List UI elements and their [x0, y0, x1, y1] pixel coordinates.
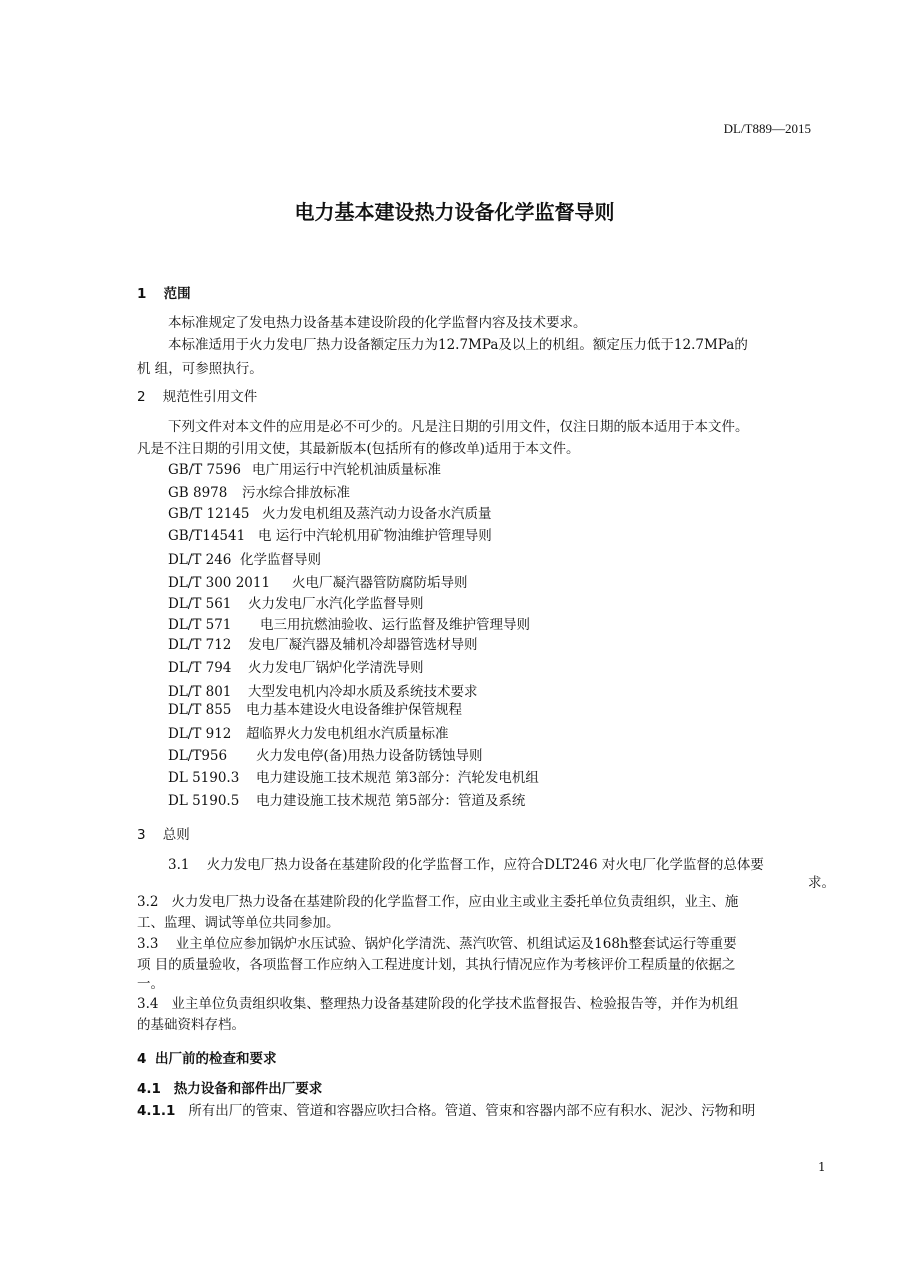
reference-code: GB 8978	[168, 485, 228, 501]
reference-code: DL/T956	[168, 748, 228, 764]
paragraph: 项 目的质量验收，各项监督工作应纳入工程进度计划，其执行情况应作为考核评价工程质量的依据之	[137, 957, 736, 973]
paragraph: 本标准适用于火力发电厂热力设备额定压力为12.7MPa及以上的机组。额定压力低于12.7MPa的	[168, 337, 748, 353]
clause-text-tail: 求。	[808, 875, 835, 891]
clause-text: 火力发电厂热力设备在基建阶段的化学监督工作，应符合DLT246 对火电厂化学监督的总体要	[206, 857, 764, 873]
document-title: 电力基本建设热力设备化学监督导则	[294, 200, 615, 224]
clause-4-1-1	[137, 1099, 755, 1119]
reference-item	[168, 633, 478, 653]
reference-item	[168, 481, 350, 501]
clause-3-2	[137, 890, 738, 910]
reference-item	[168, 744, 483, 764]
reference-title: 化学监督导则	[240, 552, 321, 568]
reference-code: DL/T 300 2011	[168, 575, 271, 591]
paragraph: 凡是不注日期的引用文使，其最新版本(包括所有的修改单)适用于本文件。	[137, 441, 580, 457]
section-number: 4	[137, 1051, 147, 1067]
reference-code: DL/T 912	[168, 726, 232, 742]
clause-number: 3.1	[168, 857, 190, 873]
reference-item	[168, 680, 478, 700]
section-2-heading	[137, 385, 257, 405]
reference-code: GB/T 7596	[168, 462, 241, 478]
section-number: 2	[137, 389, 146, 405]
reference-code: DL/T 561	[168, 596, 232, 612]
reference-title: 电三用抗燃油验收、运行监督及维护管理导则	[260, 617, 530, 633]
clause-text: 火力发电厂热力设备在基建阶段的化学监督工作，应由业主或业主委托单位负责组织，业主、施	[171, 894, 739, 910]
paragraph: 工、监理、调试等单位共同参加。	[137, 915, 340, 931]
reference-item	[168, 722, 449, 742]
reference-code: GB/T14541	[168, 528, 246, 544]
reference-title: 火力发电机组及蒸汽动力设备水汽质量	[262, 506, 492, 522]
reference-item	[168, 458, 441, 478]
reference-code: DL 5190.3	[168, 770, 240, 786]
reference-item	[168, 766, 539, 786]
reference-code: DL/T 794	[168, 660, 232, 676]
reference-title: 火力发电厂水汽化学监督导则	[248, 596, 424, 612]
reference-code: DL/T 801	[168, 684, 232, 700]
reference-code: DL/T 246	[168, 552, 232, 568]
section-number: 1	[137, 286, 147, 302]
clause-text: 所有出厂的管束、管道和容器应吹扫合格。管道、管束和容器内部不应有积水、泥沙、污物和明	[188, 1103, 756, 1119]
clause-3-1	[168, 853, 764, 873]
reference-title: 大型发电机内冷却水质及系统技术要求	[248, 684, 478, 700]
reference-item	[168, 524, 492, 544]
reference-title: 发电厂凝汽器及辅机冷却器管选材导则	[248, 637, 478, 653]
clause-number: 3.2	[137, 894, 159, 910]
section-title: 规范性引用文件	[162, 389, 258, 405]
reference-code: DL/T 712	[168, 637, 232, 653]
section-1-heading	[137, 282, 191, 302]
reference-title: 火电厂凝汽器管防腐防垢导则	[292, 575, 468, 591]
paragraph: 机 组，可参照执行。	[137, 361, 263, 377]
reference-item	[168, 656, 424, 676]
reference-item	[168, 592, 424, 612]
clause-text: 业主单位负责组织收集、整理热力设备基建阶段的化学技术监督报告、检验报告等，并作为机组	[171, 996, 739, 1012]
subsection-number: 4.1	[137, 1081, 161, 1097]
standard-code: DL/T889—2015	[723, 121, 811, 136]
section-4-heading	[137, 1047, 277, 1067]
section-3-heading	[137, 823, 190, 843]
reference-title: 电力基本建设火电设备维护保管规程	[246, 702, 462, 718]
reference-item	[168, 789, 525, 809]
reference-code: GB/T 12145	[168, 506, 250, 522]
reference-code: DL/T 571	[168, 617, 232, 633]
reference-item	[168, 613, 530, 633]
clause-3-4	[137, 992, 738, 1012]
reference-item	[168, 502, 492, 522]
reference-title: 火力发电厂锅炉化学清洗导则	[248, 660, 424, 676]
subsection-title: 热力设备和部件出厂要求	[173, 1081, 323, 1097]
reference-item	[168, 548, 321, 568]
reference-title: 电广用运行中汽轮机油质量标准	[252, 462, 441, 478]
reference-title: 电 运行中汽轮机用矿物油维护管理导则	[258, 528, 492, 544]
reference-title: 超临界火力发电机组水汽质量标准	[246, 726, 449, 742]
clause-3-3	[137, 932, 737, 952]
reference-title: 电力建设施工技术规范 第3部分：汽轮发电机组	[256, 770, 539, 786]
reference-title: 污水综合排放标准	[242, 485, 350, 501]
reference-item	[168, 698, 462, 718]
paragraph: 本标准规定了发电热力设备基本建设阶段的化学监督内容及技术要求。	[168, 315, 587, 331]
clause-number: 3.4	[137, 996, 159, 1012]
paragraph: 的基础资料存档。	[137, 1017, 245, 1033]
reference-code: DL/T 855	[168, 702, 232, 718]
paragraph: 下列文件对本文件的应用是必不可少的。凡是注日期的引用文件，仅注日期的版本适用于本文件。	[168, 419, 749, 435]
paragraph: 一。	[137, 976, 164, 992]
reference-title: 电力建设施工技术规范 第5部分：管道及系统	[256, 793, 526, 809]
reference-item	[168, 571, 468, 591]
reference-title: 火力发电停(备)用热力设备防锈蚀导则	[256, 748, 483, 764]
clause-number: 4.1.1	[137, 1103, 176, 1119]
section-title: 总则	[162, 827, 190, 843]
page-number: 1	[818, 1160, 826, 1174]
section-title: 出厂前的检查和要求	[155, 1051, 277, 1067]
clause-number: 3.3	[137, 936, 159, 952]
subsection-4-1-heading	[137, 1077, 322, 1097]
section-number: 3	[137, 827, 146, 843]
reference-code: DL 5190.5	[168, 793, 240, 809]
section-title: 范围	[163, 286, 191, 302]
clause-text: 业主单位应参加锅炉水压试验、锅炉化学清洗、蒸汽吹管、机组试运及168h整套试运行等重要	[175, 936, 737, 952]
